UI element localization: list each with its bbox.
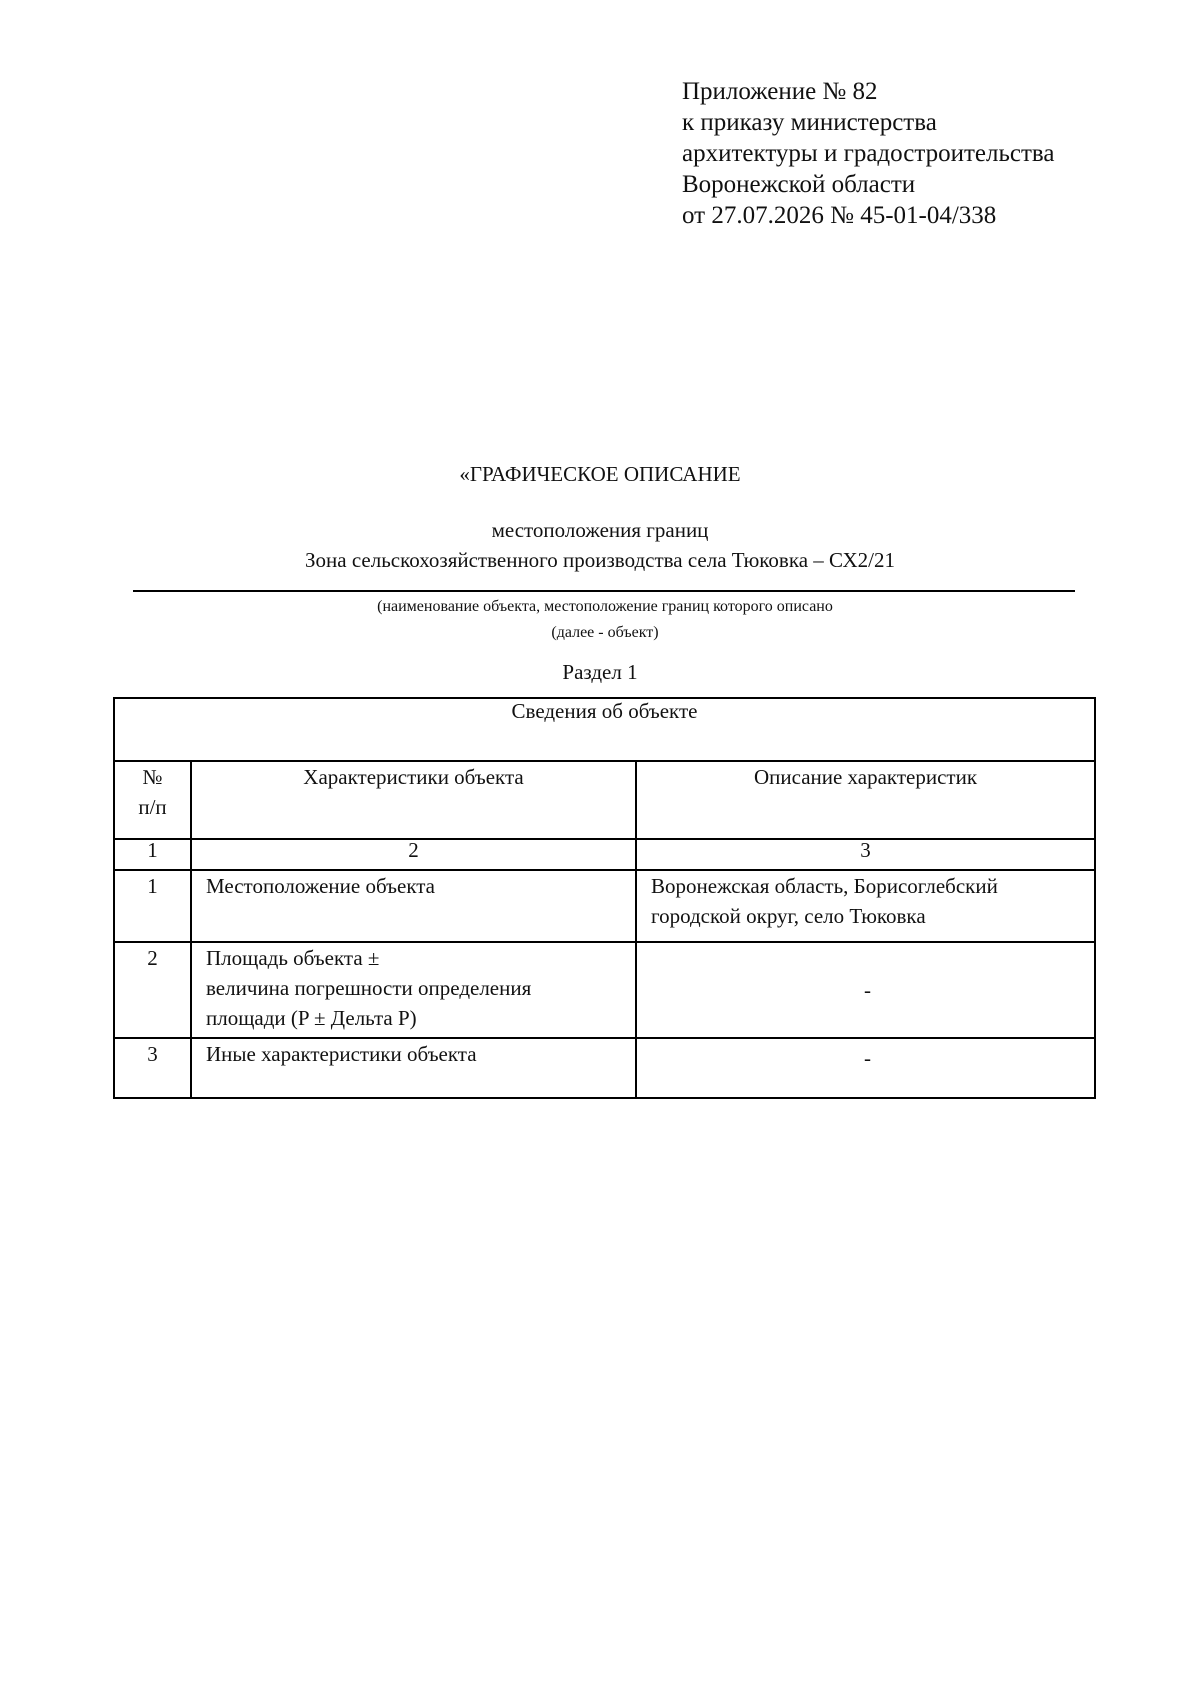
table-row [114,1038,1095,1098]
row-description: Воронежская область, Борисоглебский городской округ, село Тюковка [636,870,1095,942]
row-description: - [636,942,1095,1038]
row-characteristic [191,870,636,942]
document-subtitle: местоположения границ [491,518,709,542]
approval-line: Приложение № 82 [682,78,878,105]
approval-line: архитектуры и градостроительства [682,140,1055,167]
row-number: 3 [114,1038,191,1098]
table-header-row [114,761,1095,839]
table-caption-row [114,698,1095,761]
characteristic-line: Местоположение объекта [206,874,436,898]
column-number: 3 [636,839,1095,870]
row-number: 2 [114,942,191,1038]
underline-note: (далее - объект) [551,624,659,641]
characteristic-line: величина погрешности определения [206,976,532,1000]
characteristic-line: Площадь объекта ± [206,946,380,970]
table-row [114,942,1095,1038]
approval-line: Воронежской области [682,171,916,198]
approval-line: к приказу министерства [682,109,937,136]
header-num-line: п/п [138,795,167,819]
header-num [114,761,191,839]
column-number: 2 [191,839,636,870]
row-description: - [636,1038,1095,1098]
table-caption: Сведения об объекте [114,698,1095,761]
approval-block [682,76,1054,231]
section-label: Раздел 1 [562,660,638,684]
underline-rule [133,590,1075,592]
document-title: «ГРАФИЧЕСКОЕ ОПИСАНИЕ [459,462,741,486]
header-characteristic: Характеристики объекта [191,761,636,839]
characteristic-line: площади (P ± Дельта P) [206,1006,417,1030]
header-description: Описание характеристик [636,761,1095,839]
underline-note: (наименование объекта, местоположение границ которого описано [377,598,833,615]
row-characteristic [191,942,636,1038]
object-info-table [113,697,1096,1099]
table-row [114,870,1095,942]
header-num-line: № [142,765,163,789]
row-number: 1 [114,870,191,942]
approval-line: от 27.07.2026 № 45-01-04/338 [682,202,997,229]
characteristic-line: Иные характеристики объекта [206,1042,477,1066]
row-characteristic [191,1038,636,1098]
column-number: 1 [114,839,191,870]
object-name: Зона сельскохозяйственного производства села Тюковка – СХ2/21 [304,548,895,572]
column-number-row [114,839,1095,870]
